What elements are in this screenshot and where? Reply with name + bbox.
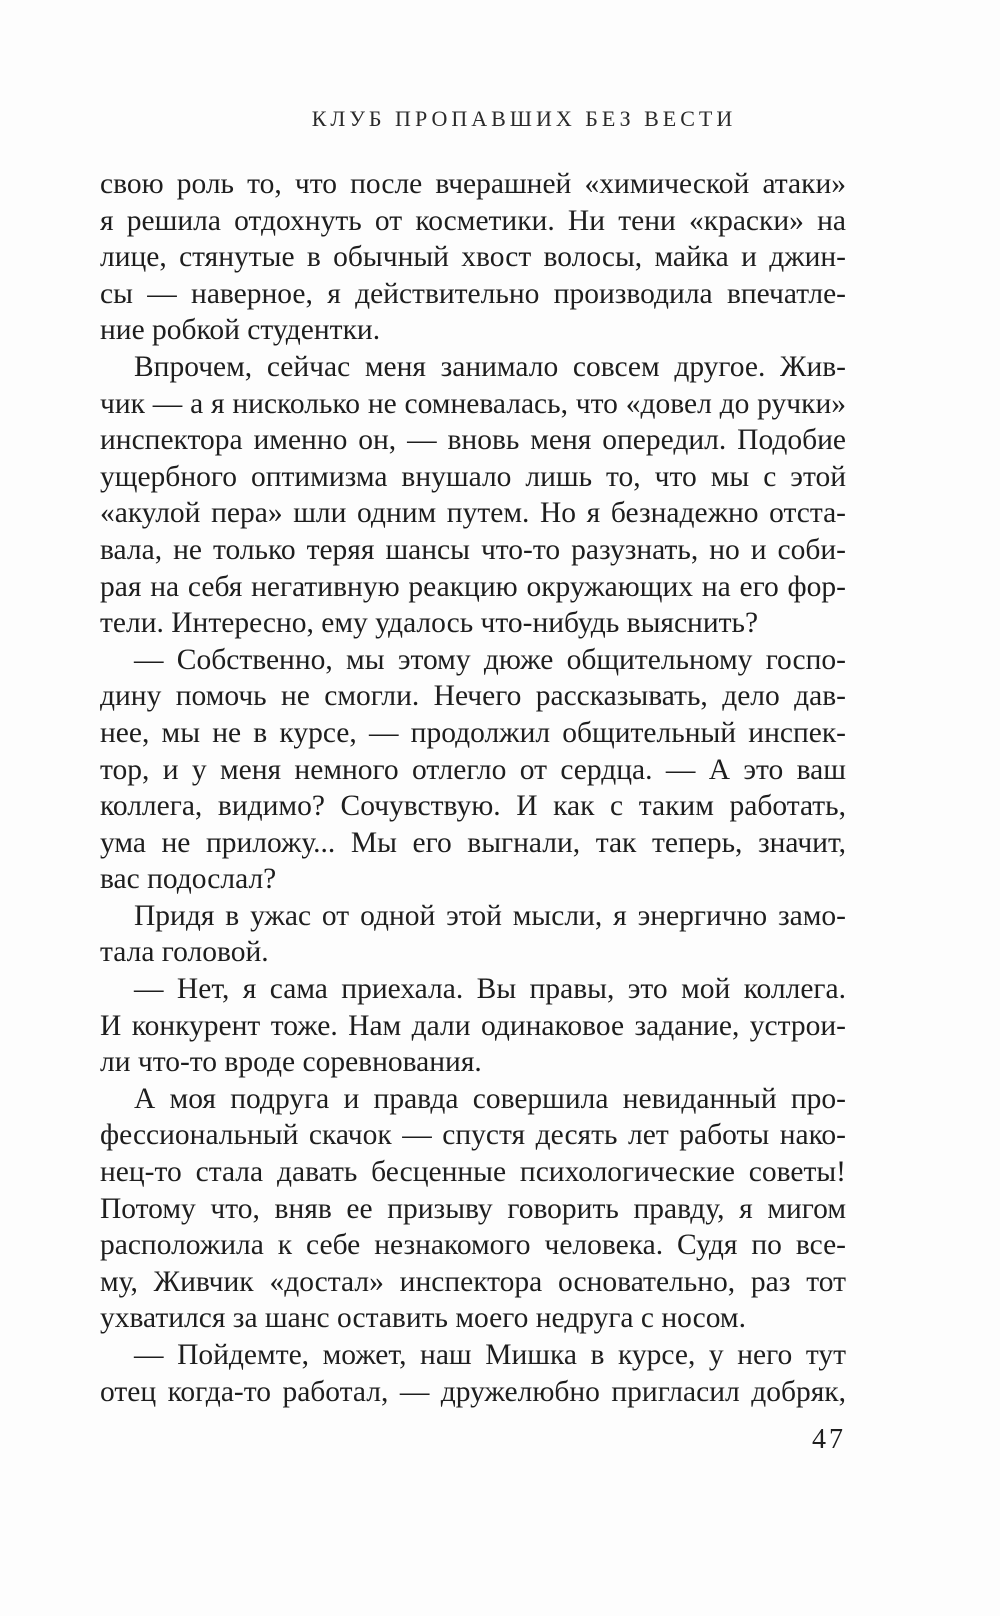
text-line: свою роль то, что после вчерашней «химической атаки» — [100, 168, 846, 200]
page-number: 47 — [812, 1424, 846, 1455]
text-line: чик — а я нисколько не сомневалась, что «довел до ручки» — [100, 387, 846, 420]
text-line: тор, и у меня немного отлегло от сердца. — А это ваш — [100, 753, 846, 786]
text-line: ние робкой студентки. — [100, 314, 381, 347]
text-line: ума не приложу... Мы его выгнали, так теперь, значит, — [100, 826, 846, 859]
text-line: дину помочь не смогли. Нечего рассказывать, дело дав- — [100, 680, 846, 713]
text-line: сы — наверное, я действительно производила впечатле- — [100, 277, 846, 310]
body-text — [100, 166, 846, 1410]
running-head: КЛУБ ПРОПАВШИХ БЕЗ ВЕСТИ — [311, 106, 737, 131]
text-line: вас подослал? — [100, 863, 277, 896]
text-line: — Собственно, мы этому дюже общительному госпо- — [134, 643, 846, 676]
text-line: ли что-то вроде соревнования. — [100, 1046, 482, 1079]
text-line: тели. Интересно, ему удалось что-нибудь выяснить? — [100, 607, 759, 640]
text-line: ухватился за шанс оставить моего недруга с носом. — [100, 1302, 746, 1335]
text-line: — Нет, я сама приехала. Вы правы, это мой коллега. — [134, 973, 846, 1006]
text-line: нее, мы не в курсе, — продолжил общительный инспек- — [100, 716, 846, 749]
text-line: нец-то стала давать бесценные психологические советы! — [100, 1156, 846, 1189]
text-line: А моя подруга и правда совершила невиданный про- — [134, 1082, 846, 1115]
text-line: «акулой пера» шли одним путем. Но я безнадежно отста- — [100, 497, 846, 530]
text-line: лице, стянутые в обычный хвост волосы, майка и джин- — [100, 241, 846, 274]
text-line: отец когда-то работал, — дружелюбно пригласил добряк, — [100, 1375, 846, 1408]
text-line: И конкурент тоже. Нам дали одинаковое задание, устрои- — [100, 1009, 846, 1042]
text-line: ущербного оптимизма внушало лишь то, что мы с этой — [100, 460, 846, 493]
text-line: расположила к себе незнакомого человека. Судя по все- — [100, 1229, 846, 1262]
text-line: вала, не только теряя шансы что-то разузнать, но и соби- — [100, 533, 846, 566]
text-line: Впрочем, сейчас меня занимало совсем другое. Жив- — [134, 350, 846, 383]
text-line: коллега, видимо? Сочувствую. И как с таким работать, — [100, 790, 846, 823]
text-line: я решила отдохнуть от косметики. Ни тени «краски» на — [100, 204, 846, 237]
text-line: рая на себя негативную реакцию окружающих на его фор- — [100, 570, 846, 603]
text-line: Потому что, вняв ее призыву говорить правду, я мигом — [100, 1192, 846, 1225]
text-line: — Пойдемте, может, наш Мишка в курсе, у него тут — [134, 1339, 846, 1371]
text-line: инспектора именно он, — вновь меня опередил. Подобие — [100, 424, 846, 457]
text-line: тала головой. — [100, 936, 269, 969]
text-line: Придя в ужас от одной этой мысли, я энергично замо- — [134, 899, 846, 932]
text-line: му, Живчик «достал» инспектора основательно, раз тот — [100, 1265, 846, 1298]
text-line: фессиональный скачок — спустя десять лет работы нако- — [100, 1119, 846, 1152]
